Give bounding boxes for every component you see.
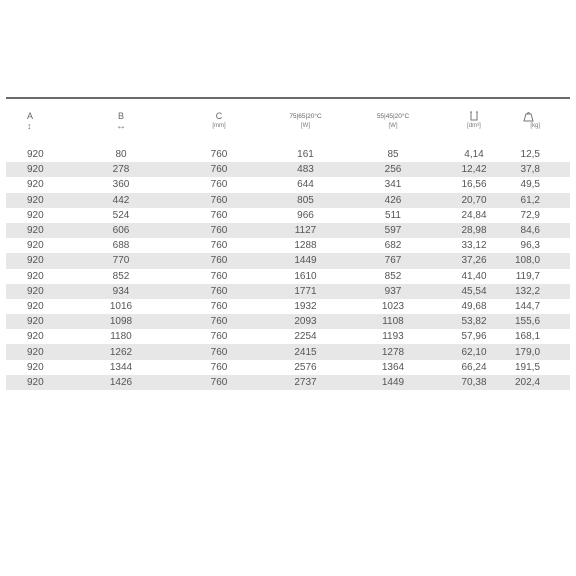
header-b-label: B — [117, 111, 124, 121]
cell-water-volume: 20,70 — [433, 193, 515, 208]
cell-water-volume: 57,96 — [461, 331, 487, 343]
table-row — [6, 238, 570, 253]
cell-width-b: 1098 — [62, 314, 180, 329]
cell-height-a: 920 — [27, 270, 44, 282]
cell-output-55: 1108 — [353, 314, 433, 329]
cell-water-volume: 33,12 — [461, 240, 487, 252]
cell-height-a: 920 — [6, 314, 62, 329]
cell-output-55: 511 — [385, 209, 401, 221]
cell-output-55: 1278 — [353, 344, 433, 359]
cell-weight: 96,3 — [520, 240, 540, 252]
cell-connection-c: 760 — [180, 344, 258, 359]
cell-water-volume: 66,24 — [461, 361, 487, 373]
cell-output-75: 2737 — [258, 375, 353, 390]
cell-output-75: 644 — [297, 179, 314, 191]
water-volume-icon — [433, 111, 515, 122]
cell-output-75: 1449 — [258, 253, 353, 268]
cell-weight: 168,1 — [515, 331, 541, 343]
table-row — [6, 299, 570, 314]
cell-connection-c: 760 — [210, 331, 228, 343]
cell-output-75: 1127 — [258, 223, 353, 238]
cell-height-a: 920 — [6, 344, 62, 359]
cell-output-75: 2415 — [258, 344, 353, 359]
cell-water-volume: 62,10 — [433, 344, 515, 359]
cell-output-75: 1288 — [294, 240, 317, 252]
cell-width-b: 688 — [112, 240, 130, 252]
cell-width-b: 1180 — [110, 331, 132, 343]
table-row — [6, 147, 570, 162]
table-row — [6, 269, 570, 284]
table-row — [6, 375, 570, 390]
cell-water-volume: 41,40 — [461, 270, 487, 282]
cell-height-a: 920 — [27, 361, 44, 373]
cell-height-a: 920 — [27, 179, 44, 191]
cell-output-55: 767 — [353, 253, 433, 268]
header-row — [6, 99, 570, 147]
cell-width-b: 934 — [62, 284, 180, 299]
cell-output-55: 85 — [387, 149, 399, 161]
cell-width-b: 524 — [112, 209, 130, 221]
table-row — [6, 208, 570, 223]
cell-height-a: 920 — [6, 193, 62, 208]
table-row — [6, 329, 570, 344]
table-row — [6, 314, 570, 329]
header-width-b — [62, 99, 180, 147]
cell-connection-c: 760 — [210, 179, 228, 191]
cell-output-75: 2254 — [294, 331, 317, 343]
cell-weight: 155,6 — [515, 314, 570, 329]
cell-output-75: 1932 — [294, 300, 317, 312]
header-height-a — [6, 99, 62, 147]
cell-output-55: 852 — [384, 270, 402, 282]
cell-output-75: 161 — [297, 149, 314, 161]
cell-weight: 179,0 — [515, 344, 570, 359]
table-row — [6, 253, 570, 268]
header-output-75-label: 75|65|20°C — [289, 113, 322, 120]
cell-water-volume: 16,56 — [461, 179, 487, 191]
cell-width-b: 852 — [112, 270, 130, 282]
cell-output-55: 1193 — [382, 331, 404, 343]
cell-height-a: 920 — [6, 284, 62, 299]
cell-output-55: 597 — [353, 223, 433, 238]
cell-water-volume: 4,14 — [464, 149, 484, 161]
cell-output-55: 1023 — [381, 300, 405, 312]
cell-output-55: 937 — [353, 284, 433, 299]
cell-weight: 49,5 — [520, 179, 540, 191]
cell-height-a: 920 — [6, 162, 62, 177]
header-weight — [515, 99, 570, 147]
cell-width-b: 606 — [62, 223, 180, 238]
vertical-arrow-icon: ↕ — [27, 121, 32, 131]
table-row — [6, 223, 570, 238]
radiator-spec-table-wrap — [6, 97, 570, 390]
cell-output-55: 341 — [384, 179, 402, 191]
cell-output-75: 2576 — [294, 361, 317, 373]
cell-output-75: 966 — [297, 209, 314, 221]
cell-connection-c: 760 — [210, 149, 228, 161]
cell-height-a: 920 — [6, 223, 62, 238]
cell-output-75: 2093 — [258, 314, 353, 329]
cell-width-b: 1344 — [109, 361, 133, 373]
table-row — [6, 360, 570, 375]
cell-weight: 191,5 — [515, 361, 541, 373]
cell-connection-c: 760 — [210, 240, 228, 252]
cell-water-volume: 45,54 — [433, 284, 515, 299]
cell-output-55: 1364 — [381, 361, 405, 373]
table-row — [6, 344, 570, 359]
header-water-volume-unit: [dm³] — [467, 123, 481, 129]
header-output-75-unit: [W] — [301, 123, 310, 129]
cell-width-b: 770 — [62, 253, 180, 268]
table-body — [6, 147, 570, 390]
header-a-label: A — [27, 111, 34, 121]
table-row — [6, 284, 570, 299]
cell-water-volume: 70,38 — [433, 375, 515, 390]
cell-width-b: 360 — [112, 179, 130, 191]
cell-weight: 119,7 — [515, 270, 540, 282]
cell-water-volume: 24,84 — [461, 209, 487, 221]
cell-water-volume: 49,68 — [461, 300, 487, 312]
table-row — [6, 177, 570, 192]
header-output-55-unit: [W] — [388, 123, 398, 129]
cell-weight: 202,4 — [515, 375, 570, 390]
table-row — [6, 162, 570, 177]
cell-output-75: 805 — [258, 193, 353, 208]
radiator-spec-table — [6, 99, 570, 390]
cell-output-55: 256 — [353, 162, 433, 177]
cell-width-b: 278 — [62, 162, 180, 177]
cell-connection-c: 760 — [180, 375, 258, 390]
header-connection-c — [180, 99, 258, 147]
cell-connection-c: 760 — [180, 193, 258, 208]
cell-width-b: 1426 — [62, 375, 180, 390]
cell-height-a: 920 — [27, 149, 44, 161]
cell-output-55: 682 — [384, 240, 402, 252]
cell-weight: 144,7 — [515, 300, 541, 312]
header-output-55-label: 55|45|20°C — [376, 113, 410, 120]
cell-connection-c: 760 — [180, 253, 258, 268]
weight-icon — [516, 111, 540, 122]
cell-height-a: 920 — [27, 331, 44, 343]
cell-height-a: 920 — [6, 253, 62, 268]
cell-weight: 72,9 — [520, 209, 540, 221]
cell-connection-c: 760 — [210, 300, 228, 312]
header-output-75-65-20 — [258, 99, 353, 147]
cell-output-75: 483 — [258, 162, 353, 177]
header-c-unit: [mm] — [212, 123, 226, 129]
cell-output-75: 1771 — [258, 284, 353, 299]
cell-connection-c: 760 — [180, 223, 258, 238]
cell-output-55: 426 — [353, 193, 433, 208]
cell-width-b: 80 — [115, 149, 127, 161]
header-output-55-45-20 — [353, 99, 433, 147]
cell-weight: 61,2 — [515, 193, 570, 208]
cell-width-b: 1016 — [109, 300, 133, 312]
cell-height-a: 920 — [27, 209, 44, 221]
cell-output-75: 1610 — [294, 270, 317, 282]
cell-width-b: 1262 — [62, 344, 180, 359]
table-row — [6, 193, 570, 208]
header-weight-unit: [kg] — [530, 123, 540, 129]
cell-weight: 12,5 — [520, 149, 540, 161]
header-water-volume — [433, 99, 515, 147]
cell-width-b: 442 — [62, 193, 180, 208]
cell-height-a: 920 — [27, 300, 44, 312]
cell-water-volume: 37,26 — [433, 253, 515, 268]
header-c-label: C — [215, 111, 223, 121]
cell-water-volume: 53,82 — [433, 314, 515, 329]
horizontal-arrow-icon: ↔ — [116, 121, 126, 132]
cell-weight: 84,6 — [515, 223, 570, 238]
cell-connection-c: 760 — [180, 162, 258, 177]
cell-weight: 108,0 — [515, 253, 570, 268]
cell-water-volume: 12,42 — [433, 162, 515, 177]
cell-height-a: 920 — [27, 240, 44, 252]
cell-water-volume: 28,98 — [433, 223, 515, 238]
cell-connection-c: 760 — [210, 270, 228, 282]
cell-connection-c: 760 — [180, 284, 258, 299]
cell-output-55: 1449 — [353, 375, 433, 390]
cell-connection-c: 760 — [210, 209, 228, 221]
cell-weight: 132,2 — [515, 284, 570, 299]
cell-connection-c: 760 — [180, 314, 258, 329]
cell-connection-c: 760 — [210, 361, 228, 373]
cell-height-a: 920 — [6, 375, 62, 390]
cell-weight: 37,8 — [515, 162, 570, 177]
